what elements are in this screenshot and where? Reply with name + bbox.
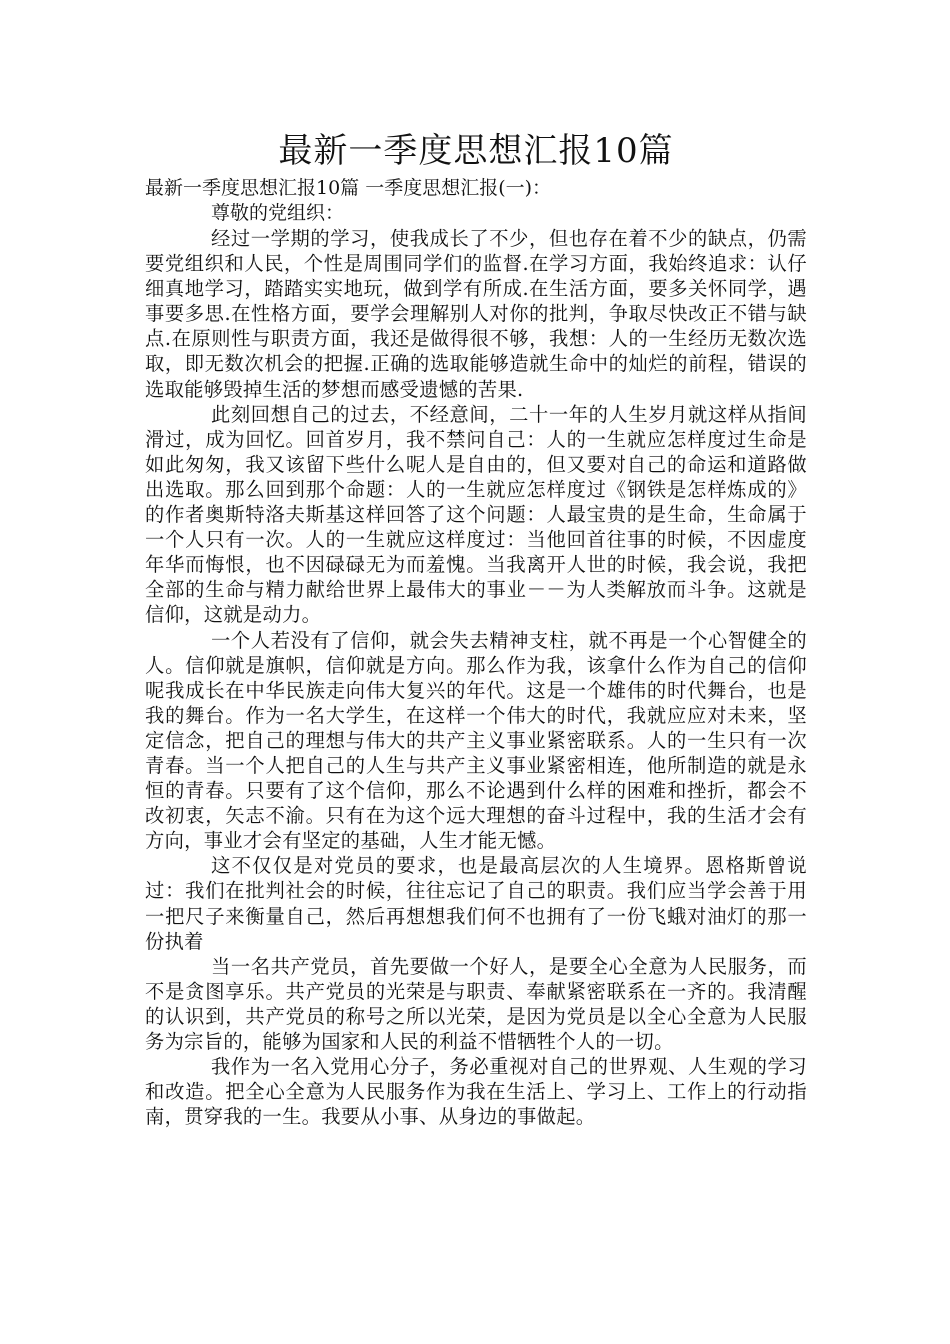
paragraph-1: 经过一学期的学习，使我成长了不少，但也存在着不少的缺点，仍需要党组织和人民，个性是周围同学们的监督.在学习方面，我始终追求：认仔细真地学习，踏踏实实地玩，做到学有所成.在生活方面，要多关怀同学，遇事要多思.在性格方面，要学会理解别人对你的批判，争取尽快改正不错与缺点.在原则性与职责方面，我还是做得很不够，我想：人的一生经历无数次选取，即无数次机会的把握.正确的选取能够造就生命中的灿烂的前程，错误的选取能够毁掉生活的梦想而感受遗憾的苦果. xyxy=(145,227,807,401)
salutation: 尊敬的党组织： xyxy=(211,202,345,224)
paragraph-5: 当一名共产党员，首先要做一个好人，是要全心全意为人民服务，而不是贪图享乐。共产党员的光荣是与职责、奉献紧密联系在一齐的。我清醒的认识到，共产党员的称号之所以光荣，是因为党员是以全心全意为人民服务为宗旨的，能够为国家和人民的利益不惜牺牲个人的一切。 xyxy=(145,954,807,1053)
paragraph-6: 我作为一名入党用心分子，务必重视对自己的世界观、人生观的学习和改造。把全心全意为人民服务作为我在生活上、学习上、工作上的行动指南，贯穿我的一生。我要从小事、从身边的事做起。 xyxy=(145,1055,807,1129)
paragraph-3: 一个人若没有了信仰，就会失去精神支柱，就不再是一个心智健全的人。信仰就是旗帜，信仰就是方向。那么作为我，该拿什么作为自己的信仰呢我成长在中华民族走向伟大复兴的年代。这是一个雄伟的时代舞台，也是我的舞台。作为一名大学生，在这样一个伟大的时代，我就应应对未来，坚定信念，把自己的理想与伟大的共产主义事业紧密联系。人的一生只有一次青春。当一个人把自己的人生与共产主义事业紧密相连，他所制造的就是永恒的青春。只要有了这个信仰，那么不论遇到什么样的困难和挫折，都会不改初衷，矢志不渝。只有在为这个远大理想的奋斗过程中，我的生活才会有方向，事业才会有坚定的基础，人生才能无憾。 xyxy=(145,628,807,853)
paragraph-2: 此刻回想自己的过去，不经意间，二十一年的人生岁月就这样从指间滑过，成为回忆。回首岁月，我不禁问自己：人的一生就应怎样度过生命是如此匆匆，我又该留下些什么呢人是自由的，但又要对自己的命运和道路做出选取。那么回到那个命题：人的一生就应怎样度过《钢铁是怎样炼成的》的作者奥斯特洛夫斯基这样回答了这个问题：人最宝贵的是生命，生命属于一个人只有一次。人的一生就应这样度过：当他回首往事的时候，不因虚度年华而悔恨，也不因碌碌无为而羞愧。当我离开人世的时候，我会说，我把全部的生命与精力献给世界上最伟大的事业－－为人类解放而斗争。这就是信仰，这就是动力。 xyxy=(145,402,807,627)
document-title: 最新一季度思想汇报10篇 xyxy=(278,131,674,171)
paragraph-4: 这不仅仅是对党员的要求，也是最高层次的人生境界。恩格斯曾说过：我们在批判社会的时候，往往忘记了自己的职责。我们应当学会善于用一把尺子来衡量自己，然后再想想我们何不也拥有了一份飞蛾对油灯的那一份执着 xyxy=(145,854,807,953)
document-page xyxy=(145,128,807,1129)
document-subtitle: 最新一季度思想汇报10篇 一季度思想汇报(一)： xyxy=(145,177,552,199)
